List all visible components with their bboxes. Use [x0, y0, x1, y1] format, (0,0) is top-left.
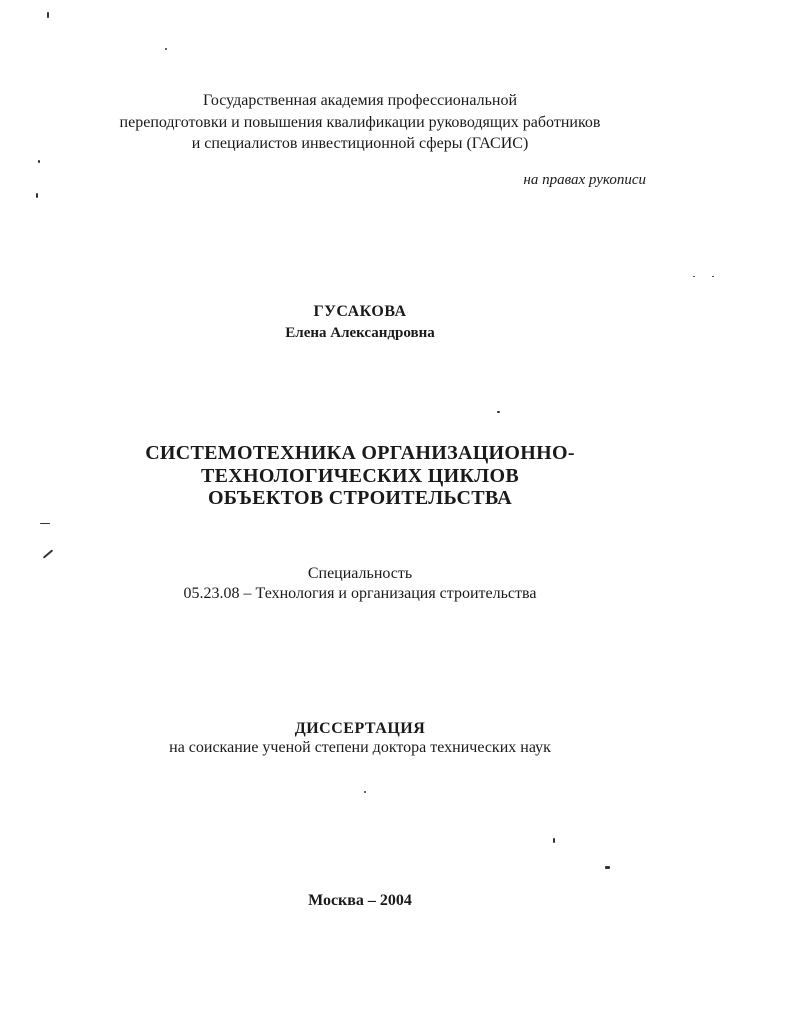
institution-line-3: и специалистов инвестиционной сферы (ГАСИС)	[191, 135, 529, 152]
city-year: Москва – 2004	[308, 892, 412, 909]
manuscript-note: на правах рукописи	[523, 172, 646, 188]
scan-speck	[38, 160, 40, 163]
institution-line-1: Государственная академия профессиональной	[202, 92, 518, 109]
specialty-label: Специальность	[307, 565, 413, 582]
title-line-3: ОБЪЕКТОВ СТРОИТЕЛЬСТВА	[207, 487, 513, 509]
dissertation-type: ДИССЕРТАЦИЯ	[294, 720, 426, 737]
scan-speck	[36, 193, 38, 198]
scan-speck	[497, 411, 500, 413]
author-first-name: Елена Александровна	[285, 325, 435, 341]
scan-speck	[43, 549, 53, 558]
scan-speck	[605, 866, 610, 869]
scan-speck	[712, 276, 714, 277]
scan-speck	[693, 276, 695, 277]
scan-speck	[40, 523, 50, 524]
institution-line-2: переподготовки и повышения квалификации руководящих работников	[119, 114, 601, 131]
scan-speck	[553, 838, 555, 843]
scan-speck	[47, 12, 49, 18]
scan-speck	[165, 48, 167, 50]
specialty-code: 05.23.08 – Технология и организация строительства	[183, 585, 537, 602]
scan-speck	[364, 791, 366, 793]
dissertation-degree: на соискание ученой степени доктора технических наук	[169, 739, 551, 756]
author-last-name: ГУСАКОВА	[313, 303, 407, 320]
title-line-1: СИСТЕМОТЕХНИКА ОРГАНИЗАЦИОННО-	[145, 442, 575, 464]
title-line-2: ТЕХНОЛОГИЧЕСКИХ ЦИКЛОВ	[201, 465, 519, 487]
